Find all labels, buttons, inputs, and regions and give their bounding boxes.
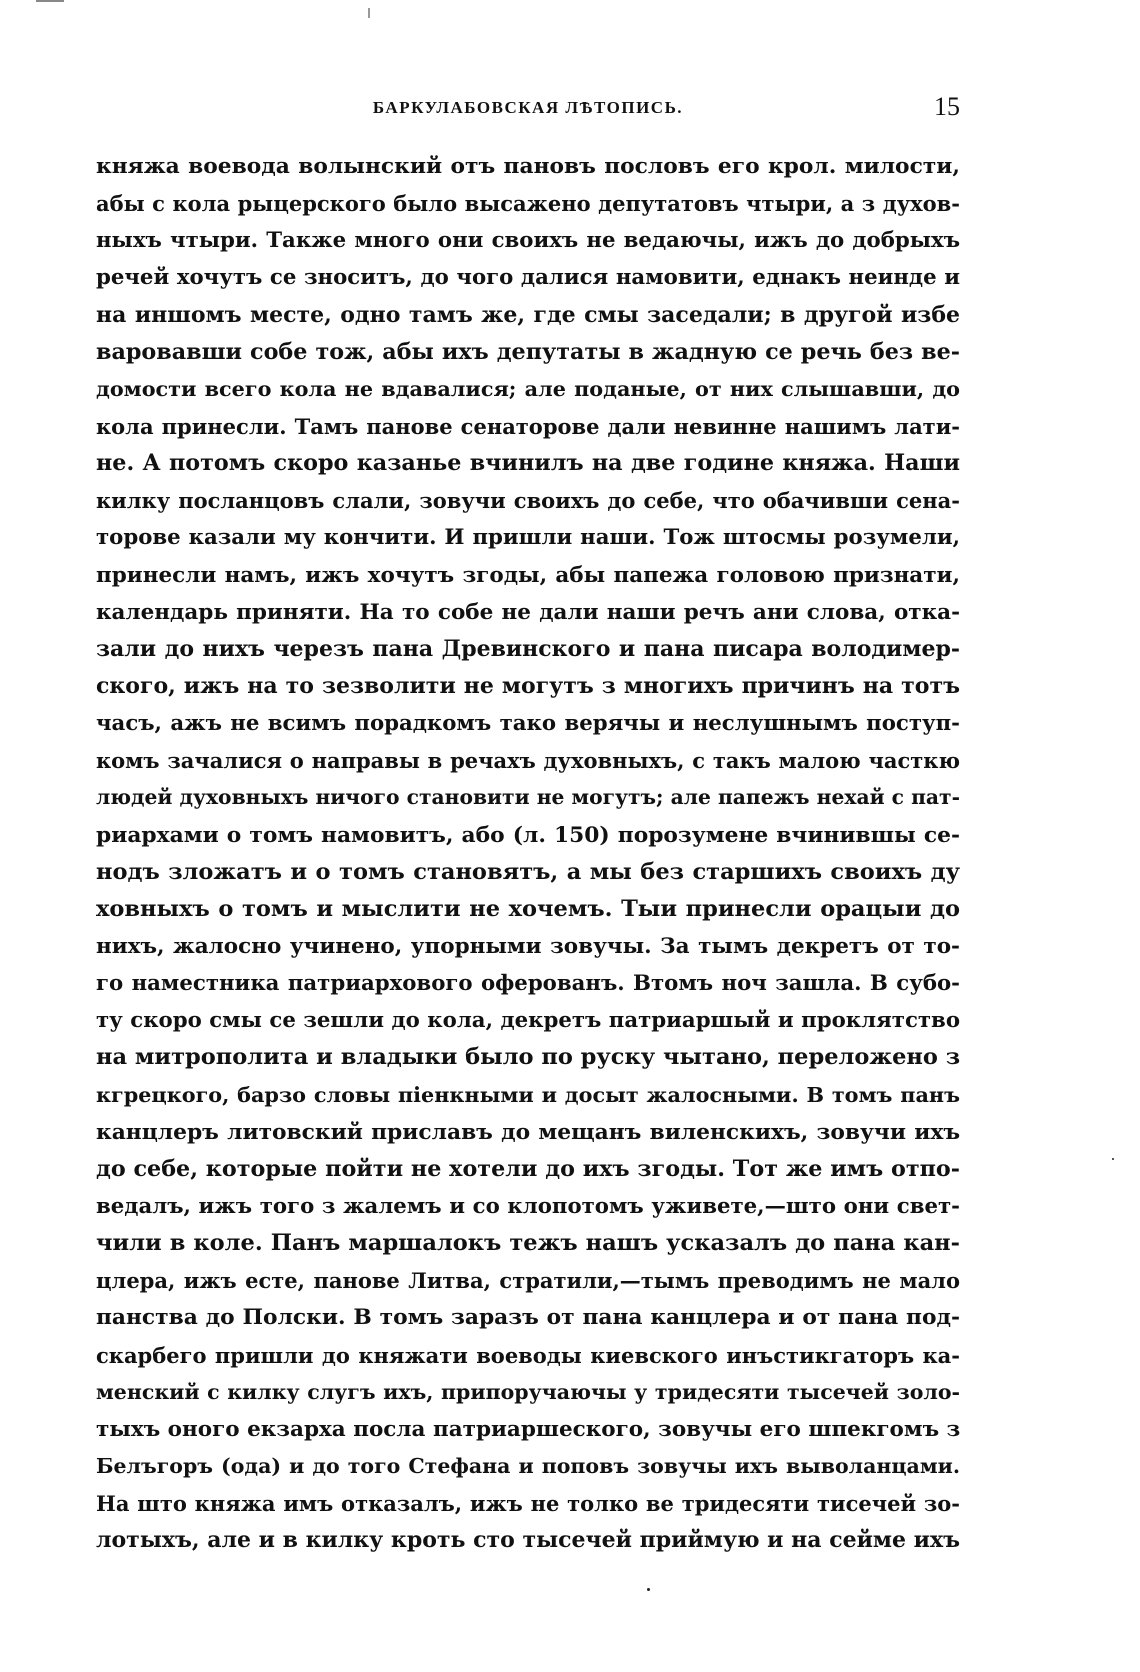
text-line: менский с килку слугъ ихъ, припоручаючы у тридесяти тысечей золо- — [96, 1379, 960, 1404]
text-line: не. А потомъ скоро казанье вчинилъ на две године княжа. Наши — [96, 450, 960, 477]
body-text — [96, 148, 960, 1559]
text-line: речей хочутъ се зноситъ, до чого далися намовити, еднакъ неинде и — [96, 265, 960, 291]
text-line: зали до нихъ черезъ пана Древинского и пана писара володимер- — [96, 635, 960, 662]
text-line: кола принесли. Тамъ панове сенаторове дали невинне нашимъ лати- — [96, 413, 960, 439]
text-line: домости всего кола не вдавалися; але поданые, от них слышавши, до — [96, 376, 960, 401]
text-line: до себе, которые пойти не хотели до ихъ згоды. Тот же имъ отпо- — [96, 1155, 960, 1182]
text-line: На што княжа имъ отказалъ, ижъ не толко ве тридесяти тисечей зо- — [96, 1491, 960, 1517]
page-number: 15 — [934, 92, 960, 121]
text-line: риархами о томъ намовитъ, або (л. 150) порозумене вчинившы се- — [96, 822, 960, 848]
text-line: на иншомъ месте, одно тамъ же, где смы заседали; в другой избе — [96, 301, 960, 328]
text-line: торове казали му кончити. И пришли наши. Тож штосмы розумели, — [96, 525, 960, 551]
text-line: ту скоро смы се зешли до кола, декретъ патриаршый и проклятство — [96, 1008, 960, 1034]
text-line: варовавши собе тож, абы ихъ депутаты в жадную се речь без ве- — [96, 338, 960, 365]
text-line: комъ зачалися о направы в речахъ духовныхъ, с такъ малою часткю — [96, 748, 960, 774]
page-header — [96, 92, 960, 126]
text-line: го наместника патриархового оферованъ. Втомъ ноч зашла. В субо- — [96, 971, 960, 997]
text-line: скарбего пришли до княжати воеводы киевского инъстикгаторъ ка- — [96, 1342, 960, 1368]
text-line: нодъ зложатъ и о томъ становятъ, а мы без старшихъ своихъ ду — [96, 858, 960, 885]
text-line: ского, ижъ на то зезволити не могутъ з многихъ причинъ на тотъ — [96, 672, 960, 699]
text-line: княжа воевода волынский отъ пановъ пословъ его крол. милости, — [96, 154, 960, 179]
text-line: цлера, ижъ есте, панове Литва, стратили,—тымъ преводимъ не мало — [96, 1268, 960, 1294]
text-line: ховныхъ о томъ и мыслити не хочемъ. Тыи принесли орацыи до — [96, 895, 960, 922]
text-line: календарь приняти. На то собе не дали наши речъ ани слова, отка- — [96, 599, 960, 625]
text-line: чили в коле. Панъ маршалокъ тежъ нашъ усказалъ до пана кан- — [96, 1230, 960, 1257]
text-line: канцлеръ литовский приславъ до мещанъ виленскихъ, зовучи ихъ — [96, 1119, 960, 1145]
text-line: лотыхъ, але и в килку кроть сто тысечей приймую и на сейме ихъ — [96, 1527, 960, 1554]
text-line: кгрецкого, барзо словы піенкными и досыт жалосными. В томъ панъ — [96, 1082, 960, 1107]
text-line: принесли намъ, ижъ хочутъ згоды, абы папежа головою признати, — [96, 562, 960, 588]
text-line: панства до Полски. В томъ заразъ от пана канцлера и от пана под- — [96, 1305, 960, 1331]
scan-artifact — [368, 8, 370, 18]
text-line: на митрополита и владыки было по руску чытано, переложено з — [96, 1044, 960, 1071]
text-line: Белъгоръ (ода) и до того Стефана и поповъ зовучы ихъ выволанцами. — [96, 1453, 960, 1478]
text-line: килку посланцовъ слали, зовучи своихъ до себе, что обачивши сена- — [96, 488, 960, 514]
running-title: БАРКУЛАБОВСКАЯ ЛѢТОПИСЬ. — [372, 98, 684, 117]
text-line: тыхъ оного екзарха посла патриаршеского, зовучы его шпекгомъ з — [96, 1416, 960, 1442]
text-line: абы с кола рыцерского было высажено депутатовъ чтыри, а з духов- — [96, 191, 960, 217]
text-line: ныхъ чтыри. Также много они своихъ не ведаючы, ижъ до добрыхъ — [96, 228, 960, 254]
scan-artifact — [1112, 1158, 1114, 1160]
text-line: нихъ, жалосно учинено, упорными зовучы. За тымъ декретъ от то- — [96, 933, 960, 959]
text-line: людей духовныхъ ничого становити не могутъ; але папежъ нехай с пат- — [96, 785, 960, 810]
scan-artifact — [647, 1588, 650, 1591]
text-line: ведалъ, ижъ того з жалемъ и со клопотомъ уживете,—што они свет- — [96, 1193, 960, 1219]
scan-artifact — [36, 0, 64, 2]
text-line: часъ, ажъ не всимъ порадкомъ тако верячы и неслушнымъ поступ- — [96, 711, 960, 737]
